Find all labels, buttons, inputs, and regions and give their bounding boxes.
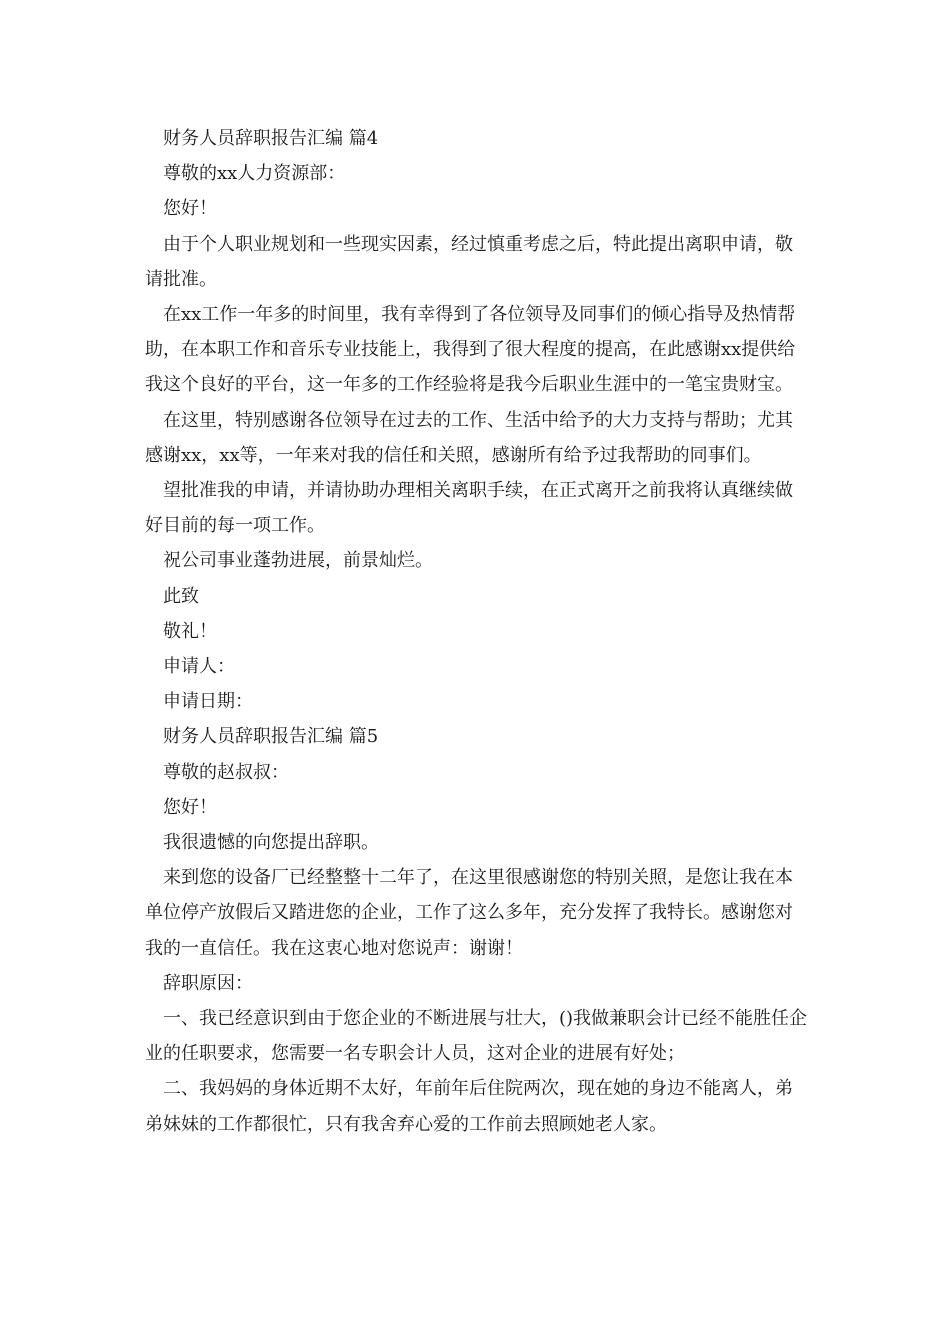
salutation: 尊敬的赵叔叔： [163, 761, 289, 783]
body-paragraph: 望批准我的申请，并请协助办理相关离职手续，在正式离开之前我将认真继续做好目前的每一项工作。 [145, 480, 793, 537]
applicant-label: 申请人： [163, 656, 235, 678]
body-paragraph: 由于个人职业规划和一些现实因素，经过慎重考虑之后，特此提出离职申请，敬请批准。 [145, 233, 793, 290]
closing-line: 敬礼！ [163, 620, 217, 642]
body-paragraph: 二、我妈妈的身体近期不太好，年前年后住院两次，现在她的身边不能离人，弟弟妹妹的工作都很忙，只有我舍弃心爱的工作前去照顾她老人家。 [145, 1078, 793, 1135]
salutation: 尊敬的xx人力资源部： [163, 163, 346, 185]
greeting: 您好！ [163, 796, 217, 818]
section-heading: 财务人员辞职报告汇编 篇5 [163, 726, 379, 748]
body-paragraph: 来到您的设备厂已经整整十二年了，在这里很感谢您的特别关照，是您让我在本单位停产放假后又踏进您的企业，工作了这么多年，充分发挥了我特长。感谢您对我的一直信任。我在这衷心地对您说声：谢谢！ [145, 867, 793, 959]
body-paragraph: 在这里，特别感谢各位领导在过去的工作、生活中给予的大力支持与帮助；尤其感谢xx，xx等，一年来对我的信任和关照，感谢所有给予过我帮助的同事们。 [145, 409, 793, 466]
closing-line: 此致 [163, 585, 199, 607]
body-paragraph: 一、我已经意识到由于您企业的不断进展与壮大，()我做兼职会计已经不能胜任企业的任职要求，您需要一名专职会计人员，这对企业的进展有好处； [145, 1008, 808, 1065]
greeting: 您好！ [163, 198, 217, 220]
date-label: 申请日期： [163, 691, 253, 713]
document-page [145, 121, 810, 1142]
body-paragraph: 祝公司事业蓬勃进展，前景灿烂。 [163, 550, 433, 572]
body-paragraph: 在xx工作一年多的时间里，我有幸得到了各位领导及同事们的倾心指导及热情帮助，在本职工作和音乐专业技能上，我得到了很大程度的提高，在此感谢xx提供给我这个良好的平台，这一年多的工作经验将是我今后职业生涯中的一笔宝贵财宝。 [145, 304, 796, 396]
body-paragraph: 我很遗憾的向您提出辞职。 [163, 832, 379, 854]
subheading: 辞职原因： [163, 972, 253, 994]
section-heading: 财务人员辞职报告汇编 篇4 [163, 128, 379, 149]
